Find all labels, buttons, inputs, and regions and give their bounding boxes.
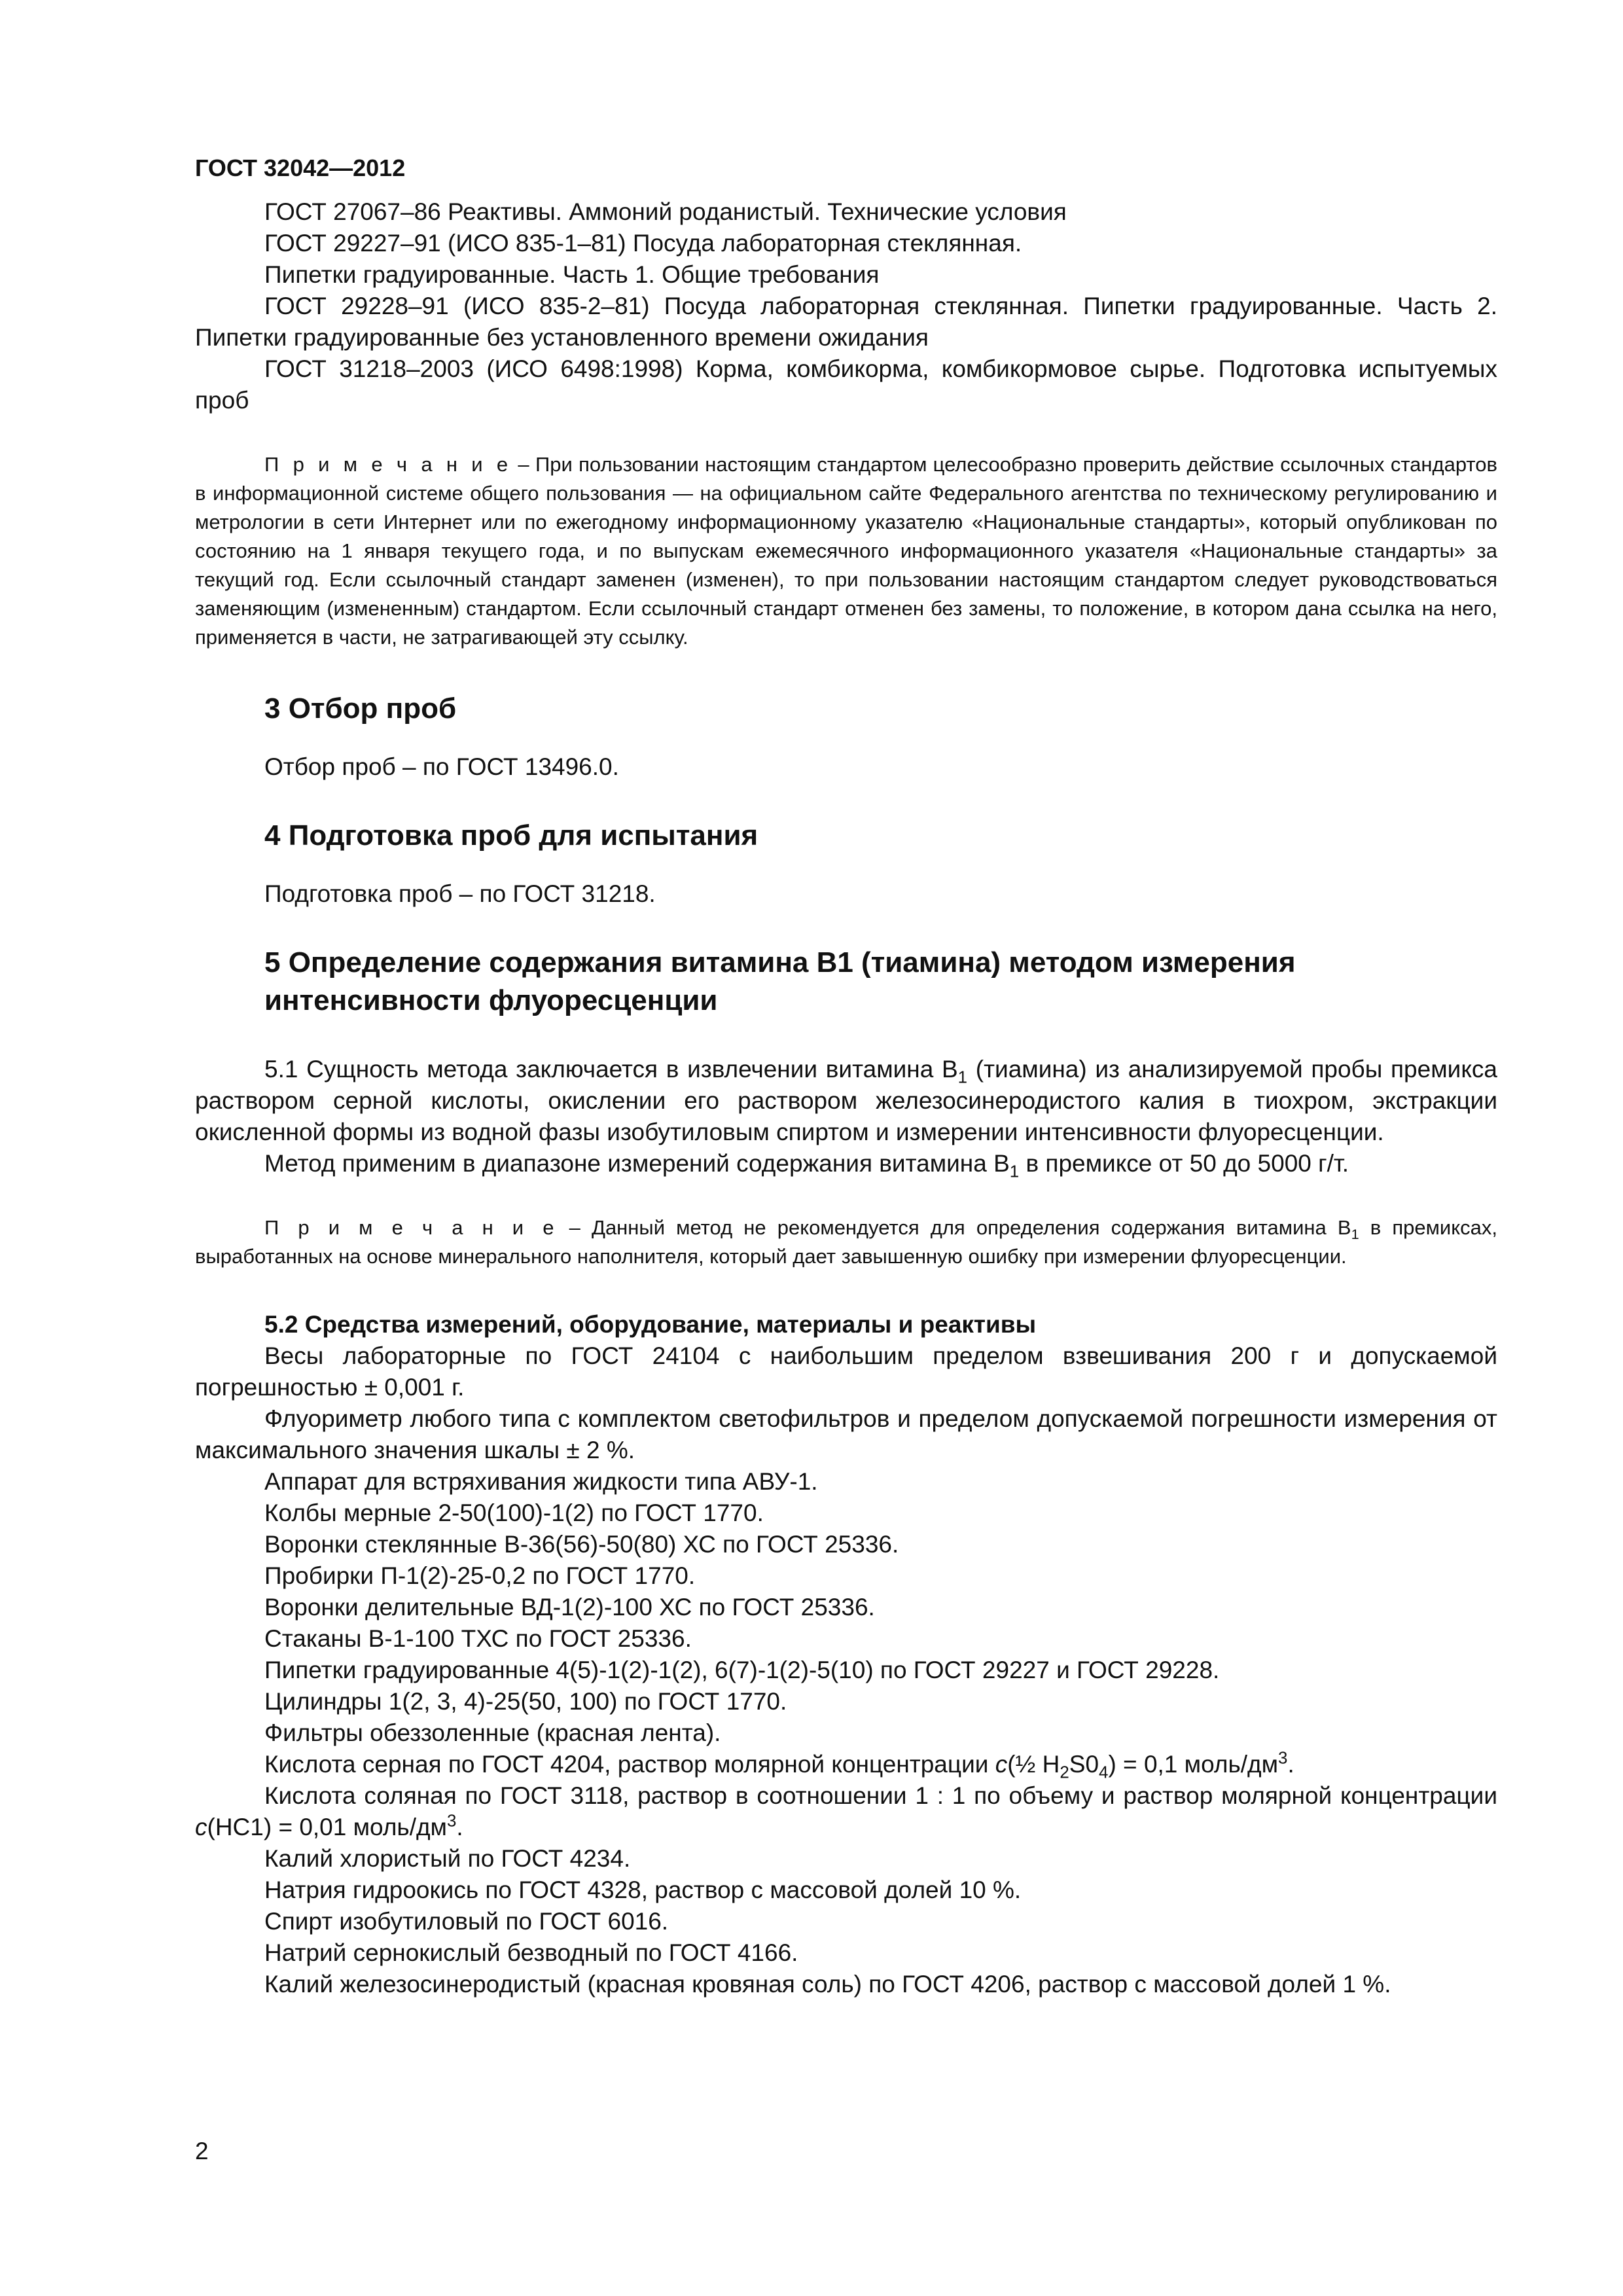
subscript: 1 bbox=[1351, 1226, 1359, 1243]
subscript: 1 bbox=[1009, 1162, 1020, 1181]
reagent-item: Спирт изобутиловый по ГОСТ 6016. bbox=[264, 1908, 669, 1935]
reagent-text: Кислота соляная по ГОСТ 3118, раствор в соотношении 1 : 1 по объему и раствор молярной концентрации bbox=[264, 1782, 1497, 1809]
clause-5-1-text: 5.1 Сущность метода заключается в извлечении витамина В bbox=[264, 1056, 958, 1083]
note-method bbox=[195, 1213, 1497, 1271]
reagent-text: ) = 0,1 моль/дм bbox=[1108, 1751, 1279, 1778]
equipment-item: Флуориметр любого типа с комплектом светофильтров и пределом допускаемой погрешности измерения от максимального значения шкалы ± 2 %. bbox=[195, 1405, 1497, 1463]
section-3-heading: 3 Отбор проб bbox=[264, 692, 457, 725]
reference-item: ГОСТ 31218–2003 (ИСО 6498:1998) Корма, комбикорма, комбикормовое сырье. Подготовка испытуемых проб bbox=[195, 355, 1497, 414]
method-range bbox=[195, 1148, 1497, 1179]
note-text-cont: в премиксах, выработанных на основе минерального наполнителя, который дает завышенную ошибку при измерении флуоресценции. bbox=[195, 1216, 1497, 1268]
subscript: 2 bbox=[1060, 1763, 1069, 1782]
reagent-text: (½ H bbox=[1007, 1751, 1060, 1778]
equipment-item: Цилиндры 1(2, 3, 4)-25(50, 100) по ГОСТ 1770. bbox=[264, 1688, 787, 1715]
equipment-item: Воронки стеклянные В-36(56)-50(80) ХС по ГОСТ 25336. bbox=[264, 1531, 899, 1558]
page-number: 2 bbox=[195, 2138, 209, 2164]
equipment-item: Колбы мерные 2-50(100)-1(2) по ГОСТ 1770. bbox=[264, 1499, 764, 1526]
equipment-item: Фильтры обеззоленные (красная лента). bbox=[264, 1719, 721, 1746]
equipment-item: Воронки делительные ВД-1(2)-100 ХС по ГОСТ 25336. bbox=[264, 1594, 875, 1621]
section-3-text: Отбор проб – по ГОСТ 13496.0. bbox=[264, 753, 619, 780]
concentration-symbol: c bbox=[995, 1751, 1008, 1778]
clause-5-2-heading: 5.2 Средства измерений, оборудование, материалы и реактивы bbox=[264, 1311, 1037, 1338]
reagent-item: Калий железосинеродистый (красная кровяная соль) по ГОСТ 4206, раствор с массовой долей 1 %. bbox=[264, 1971, 1391, 1998]
reagent-text: Кислота серная по ГОСТ 4204, раствор молярной концентрации bbox=[264, 1751, 995, 1778]
subscript: 4 bbox=[1099, 1763, 1109, 1782]
reagent-text: . bbox=[1287, 1751, 1294, 1778]
reagent-item: Калий хлористый по ГОСТ 4234. bbox=[264, 1845, 631, 1872]
note-label: П р и м е ч а н и е bbox=[264, 453, 512, 476]
reagent-text: . bbox=[456, 1814, 463, 1840]
method-range-text-cont: в премиксе от 50 до 5000 г/т. bbox=[1019, 1150, 1349, 1177]
document-code-header: ГОСТ 32042—2012 bbox=[195, 154, 406, 181]
equipment-item: Аппарат для встряхивания жидкости типа АВУ-1. bbox=[264, 1468, 818, 1495]
reagent-text: (НС1) = 0,01 моль/дм bbox=[207, 1814, 447, 1840]
clause-5-1-text-cont: (тиамина) из анализируемой пробы премикса раствором серной кислоты, окислении его раствором железосинеродистого калия в тиохром, экстракции окисленной формы из водной фазы изобутиловым спиртом и измерении интенсивности флуоресценции. bbox=[195, 1056, 1497, 1145]
clause-5-1 bbox=[195, 1054, 1497, 1148]
reagent-item: Натрия гидроокись по ГОСТ 4328, раствор с массовой долей 10 %. bbox=[264, 1876, 1022, 1903]
superscript: 3 bbox=[447, 1812, 457, 1831]
reagent-hydrochloric-acid bbox=[195, 1780, 1497, 1843]
equipment-item: Весы лабораторные по ГОСТ 24104 с наибольшим пределом взвешивания 200 г и допускаемой погрешностью ± 0,001 г. bbox=[195, 1342, 1497, 1401]
reference-item: Пипетки градуированные. Часть 1. Общие требования bbox=[264, 261, 880, 288]
document-body bbox=[195, 196, 1497, 2000]
section-4-heading: 4 Подготовка проб для испытания bbox=[264, 819, 758, 852]
subscript: 1 bbox=[957, 1068, 968, 1087]
reference-item: ГОСТ 27067–86 Реактивы. Аммоний роданистый. Технические условия bbox=[264, 198, 1067, 225]
reference-item: ГОСТ 29227–91 (ИСО 835-1–81) Посуда лабораторная стеклянная. bbox=[264, 230, 1022, 257]
note-text: – Данный метод не рекомендуется для определения содержания витамина В bbox=[558, 1216, 1351, 1239]
reagent-item: Натрий сернокислый безводный по ГОСТ 4166. bbox=[264, 1939, 798, 1966]
reagent-text: S0 bbox=[1069, 1751, 1099, 1778]
reference-item: ГОСТ 29228–91 (ИСО 835-2–81) Посуда лабораторная стеклянная. Пипетки градуированные. Часть 2. Пипетки градуированные без установленного времени ожидания bbox=[195, 293, 1497, 351]
method-range-text: Метод применим в диапазоне измерений содержания витамина В bbox=[264, 1150, 1010, 1177]
equipment-item: Стаканы В-1-100 ТХС по ГОСТ 25336. bbox=[264, 1625, 692, 1652]
equipment-item: Пробирки П-1(2)-25-0,2 по ГОСТ 1770. bbox=[264, 1562, 696, 1589]
note-text: – При пользовании настоящим стандартом целесообразно проверить действие ссылочных стандартов в информационной системе общего пользования — на официальном сайте Федерального агентства по техническому регулированию и метрологии в сети Интернет или по ежегодному информационному указателю «Национальные стандарты», который опубликован по состоянию на 1 января текущего года, и по выпускам ежемесячного информационного указателя «Национальные стандарты» за текущий год. Если ссылочный стандарт заменен (изменен), то при пользовании настоящим стандартом следует руководствоваться заменяющим (измененным) стандартом. Если ссылочный стандарт отменен без замены, то положение, в котором дана ссылка на него, применяется в части, не затрагивающей эту ссылку. bbox=[195, 453, 1497, 649]
reagent-sulfuric-acid bbox=[195, 1749, 1497, 1780]
note-references bbox=[195, 450, 1497, 652]
section-4-text: Подготовка проб – по ГОСТ 31218. bbox=[264, 880, 656, 907]
note-label: П р и м е ч а н и е bbox=[264, 1216, 558, 1239]
equipment-item: Пипетки градуированные 4(5)-1(2)-1(2), 6(7)-1(2)-5(10) по ГОСТ 29227 и ГОСТ 29228. bbox=[264, 1657, 1220, 1683]
superscript: 3 bbox=[1278, 1749, 1288, 1768]
section-5-heading: 5 Определение содержания витамина В1 (тиамина) методом измерения интенсивности флуоресценции bbox=[264, 946, 1296, 1016]
concentration-symbol: c bbox=[195, 1814, 207, 1840]
